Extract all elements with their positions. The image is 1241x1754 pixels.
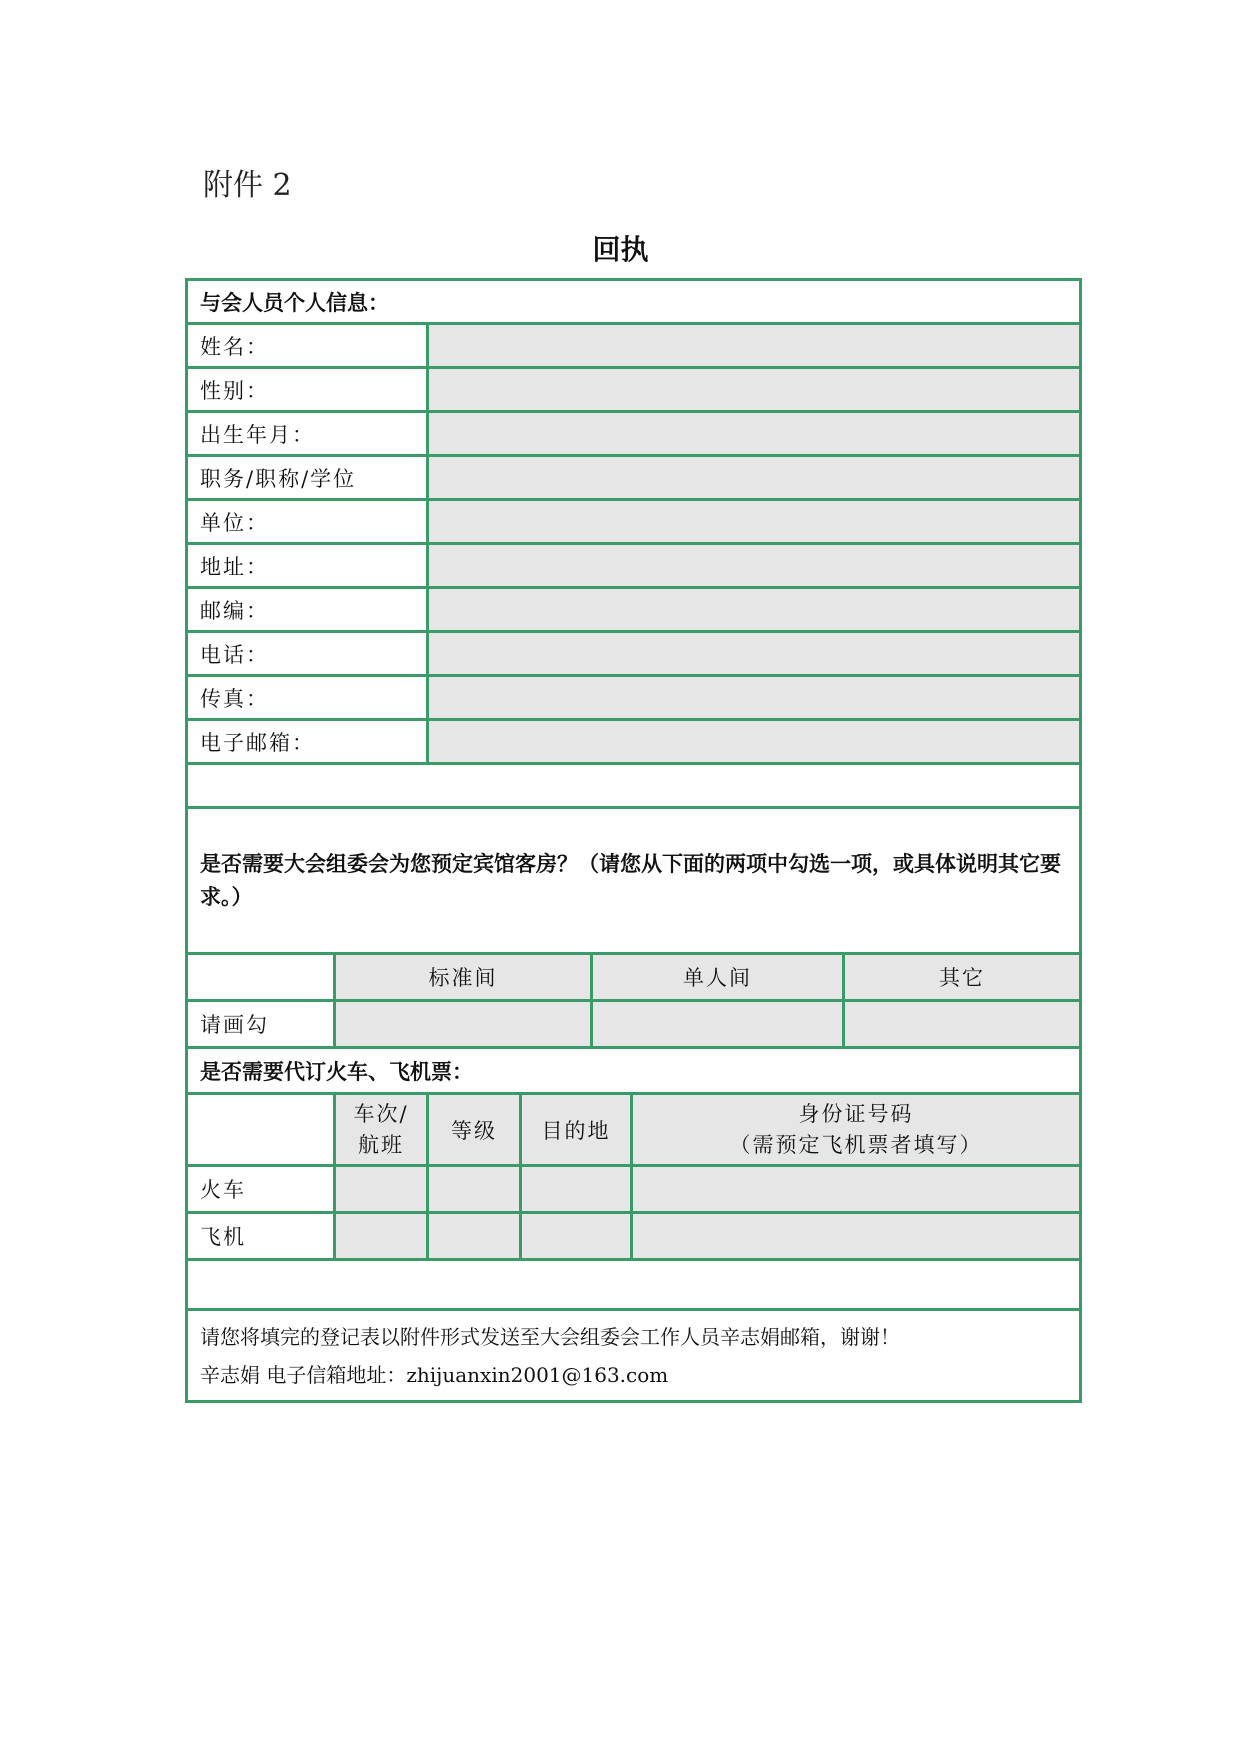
email-label: 电子邮箱： xyxy=(187,720,428,764)
tickets-header-corner xyxy=(187,1094,335,1166)
birth-field[interactable] xyxy=(428,412,1081,456)
field-row-title xyxy=(187,456,1081,500)
train-id-field[interactable] xyxy=(632,1166,1081,1213)
flight-label: 飞机 xyxy=(187,1213,335,1260)
field-row-email xyxy=(187,720,1081,764)
submission-note: 请您将填完的登记表以附件形式发送至大会组委会工作人员辛志娟邮箱，谢谢！ xyxy=(200,1324,900,1349)
train-class-field[interactable] xyxy=(428,1166,521,1213)
col-train-flight-no xyxy=(335,1094,428,1166)
ticket-row-flight xyxy=(187,1213,1081,1260)
spacer-cell xyxy=(187,764,1081,808)
postcode-field[interactable] xyxy=(428,588,1081,632)
attachment-label: 附件 2 xyxy=(203,168,292,203)
field-row-birth xyxy=(187,412,1081,456)
col-class: 等级 xyxy=(428,1094,521,1166)
address-field[interactable] xyxy=(428,544,1081,588)
flight-class-field[interactable] xyxy=(428,1213,521,1260)
field-row-gender xyxy=(187,368,1081,412)
col-train-flight-no-line1: 车次/ xyxy=(353,1101,409,1126)
name-field[interactable] xyxy=(428,324,1081,368)
position-field[interactable] xyxy=(428,456,1081,500)
field-row-unit xyxy=(187,500,1081,544)
flight-number-field[interactable] xyxy=(335,1213,428,1260)
train-number-field[interactable] xyxy=(335,1166,428,1213)
field-row-fax xyxy=(187,676,1081,720)
footer-row xyxy=(187,1310,1081,1402)
address-label: 地址： xyxy=(187,544,428,588)
col-train-flight-no-line2: 航班 xyxy=(358,1132,404,1157)
ticket-row-train xyxy=(187,1166,1081,1213)
birth-label: 出生年月： xyxy=(187,412,428,456)
fax-label: 传真： xyxy=(187,676,428,720)
spacer-row-1 xyxy=(187,764,1081,808)
col-id-number-line1: 身份证号码 xyxy=(798,1101,914,1126)
option-standard-room: 标准间 xyxy=(335,954,592,1001)
gender-label: 性别： xyxy=(187,368,428,412)
fax-field[interactable] xyxy=(428,676,1081,720)
hotel-tick-row xyxy=(187,1001,1081,1048)
contact-info: 辛志娟 电子信箱地址：zhijuanxin2001@163.com xyxy=(200,1362,669,1387)
field-row-name xyxy=(187,324,1081,368)
flight-destination-field[interactable] xyxy=(521,1213,632,1260)
footer-cell xyxy=(187,1310,1081,1402)
phone-field[interactable] xyxy=(428,632,1081,676)
hotel-question: 是否需要大会组委会为您预定宾馆客房？（请您从下面的两项中勾选一项，或具体说明其它要求。） xyxy=(187,808,1081,954)
phone-label: 电话： xyxy=(187,632,428,676)
tickets-question-row xyxy=(187,1048,1081,1094)
form-title: 回执 xyxy=(592,233,649,266)
personal-heading-row xyxy=(187,280,1081,324)
option-single-room: 单人间 xyxy=(592,954,844,1001)
field-row-phone xyxy=(187,632,1081,676)
col-id-number xyxy=(632,1094,1081,1166)
tick-standard-room[interactable] xyxy=(335,1001,592,1048)
train-label: 火车 xyxy=(187,1166,335,1213)
receipt-form xyxy=(185,278,1082,1403)
unit-label: 单位： xyxy=(187,500,428,544)
tick-single-room[interactable] xyxy=(592,1001,844,1048)
unit-field[interactable] xyxy=(428,500,1081,544)
spacer-cell xyxy=(187,1260,1081,1310)
flight-id-field[interactable] xyxy=(632,1213,1081,1260)
tick-label: 请画勾 xyxy=(187,1001,335,1048)
spacer-row-2 xyxy=(187,1260,1081,1310)
tickets-header-row xyxy=(187,1094,1081,1166)
hotel-options-row xyxy=(187,954,1081,1001)
email-field[interactable] xyxy=(428,720,1081,764)
field-row-postcode xyxy=(187,588,1081,632)
hotel-options-corner xyxy=(187,954,335,1001)
gender-field[interactable] xyxy=(428,368,1081,412)
tick-other[interactable] xyxy=(844,1001,1081,1048)
postcode-label: 邮编： xyxy=(187,588,428,632)
tickets-question: 是否需要代订火车、飞机票： xyxy=(187,1048,1081,1094)
name-label: 姓名： xyxy=(187,324,428,368)
position-label: 职务/职称/学位 xyxy=(187,456,428,500)
option-other: 其它 xyxy=(844,954,1081,1001)
train-destination-field[interactable] xyxy=(521,1166,632,1213)
col-id-number-line2: （需预定飞机票者填写） xyxy=(729,1132,983,1157)
personal-heading: 与会人员个人信息： xyxy=(187,280,1081,324)
hotel-question-row xyxy=(187,808,1081,954)
field-row-address xyxy=(187,544,1081,588)
col-destination: 目的地 xyxy=(521,1094,632,1166)
